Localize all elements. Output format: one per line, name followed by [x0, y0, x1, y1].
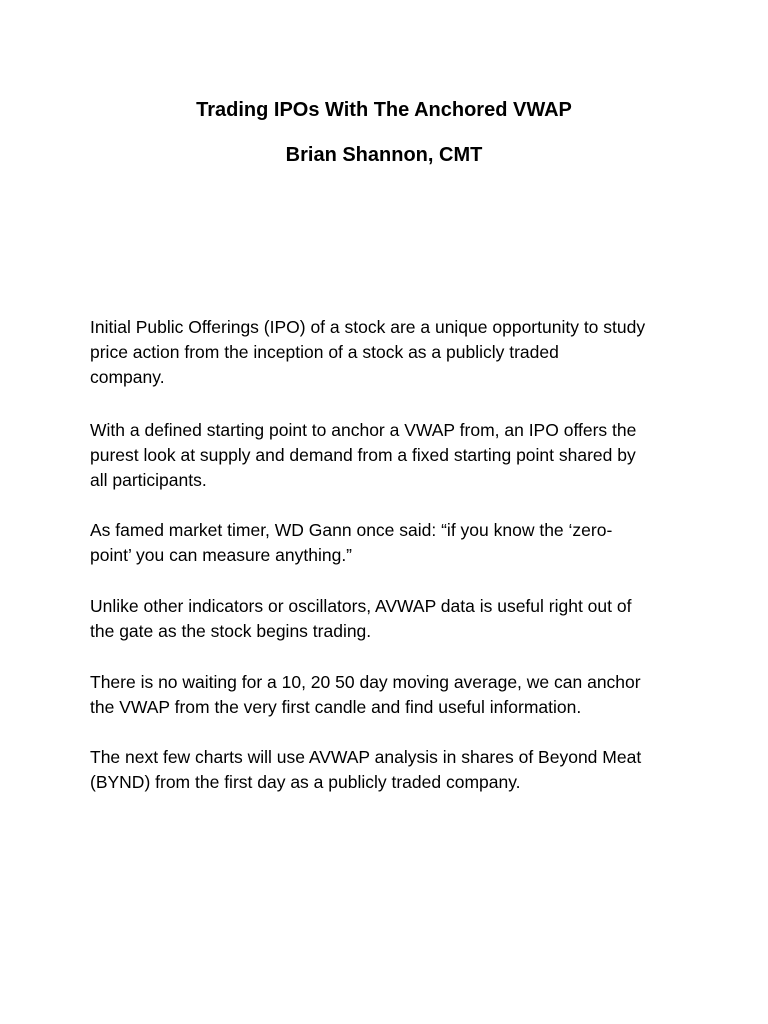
paragraph-line: The next few charts will use AVWAP analysis in shares of Beyond Meat — [90, 747, 642, 767]
paragraph-line: company. — [90, 367, 165, 387]
paragraph-line: the gate as the stock begins trading. — [90, 621, 372, 641]
paragraph-line: all participants. — [90, 470, 207, 490]
paragraph-gann-quote — [90, 518, 690, 568]
paragraph-starting-point — [90, 418, 690, 493]
paragraph-bynd-charts — [90, 745, 690, 795]
paragraph-line: Unlike other indicators or oscillators, AVWAP data is useful right out of — [90, 596, 632, 616]
document-author: Brian Shannon, CMT — [285, 144, 483, 166]
paragraph-line: the VWAP from the very first candle and find useful information. — [90, 697, 582, 717]
paragraph-line: With a defined starting point to anchor a VWAP from, an IPO offers the — [90, 420, 637, 440]
document-title: Trading IPOs With The Anchored VWAP — [196, 99, 572, 121]
paragraph-line: price action from the inception of a stock as a publicly traded — [90, 342, 559, 362]
paragraph-avwap-useful — [90, 594, 690, 644]
paragraph-line: There is no waiting for a 10, 20 50 day moving average, we can anchor — [90, 672, 641, 692]
paragraph-line: (BYND) from the first day as a publicly traded company. — [90, 772, 521, 792]
paragraph-line: As famed market timer, WD Gann once said: “if you know the ‘zero- — [90, 520, 613, 540]
paragraph-line: Initial Public Offerings (IPO) of a stock are a unique opportunity to study — [90, 317, 646, 337]
paragraph-line: purest look at supply and demand from a fixed starting point shared by — [90, 445, 636, 465]
paragraph-ipo-intro — [90, 315, 690, 390]
paragraph-line: point’ you can measure anything.” — [90, 545, 353, 565]
paragraph-no-waiting — [90, 670, 690, 720]
